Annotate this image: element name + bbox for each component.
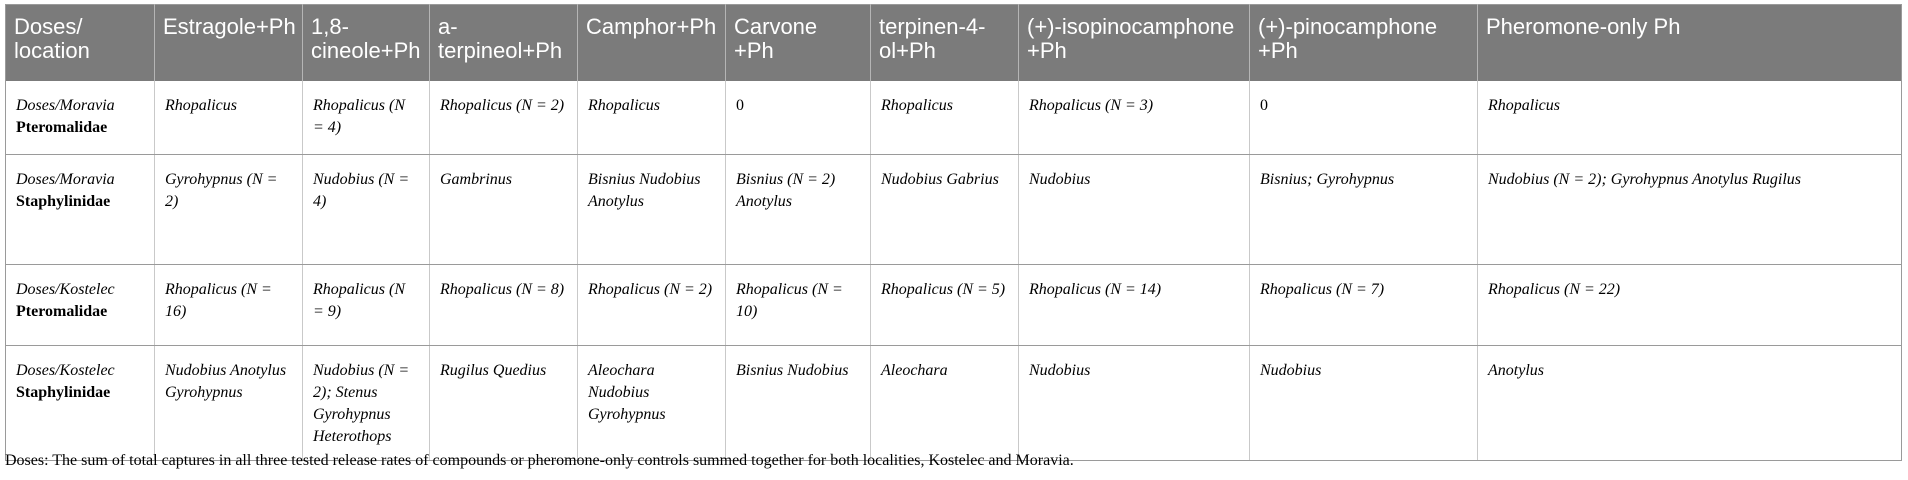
row-label-cell	[6, 81, 155, 155]
column-header: 1,8-cineole+Ph	[303, 5, 430, 81]
table-cell: Rhopalicus (N = 2)	[578, 265, 726, 346]
column-header: (+)-pinocamphone +Ph	[1250, 5, 1478, 81]
table-footnote: Doses: The sum of total captures in all three tested release rates of compounds or pheromone-only controls summed together for both localities, Kostelec and Moravia.	[5, 452, 1074, 469]
table-cell: Rhopalicus	[578, 81, 726, 155]
table-cell: Aleochara	[871, 346, 1019, 461]
column-header: Doses/ location	[6, 5, 155, 81]
location-label: Doses/Moravia	[16, 96, 115, 114]
table-cell: Rhopalicus (N = 7)	[1250, 265, 1478, 346]
table-cell: Nudobius (N = 4)	[303, 155, 430, 265]
table-cell: Anotylus	[1478, 346, 1902, 461]
column-header: terpinen-4-ol+Ph	[871, 5, 1019, 81]
table-cell: Nudobius (N = 2); Stenus Gyrohypnus Heterothops	[303, 346, 430, 461]
header-row	[6, 5, 1902, 81]
location-label: Doses/Moravia	[16, 171, 115, 188]
location-label: Doses/Kostelec	[16, 362, 115, 379]
column-header: a-terpineol+Ph	[430, 5, 578, 81]
family-label: Staphylinidae	[16, 193, 111, 210]
table-cell: Bisnius Nudobius	[726, 346, 871, 461]
table-cell: Rhopalicus (N = 9)	[303, 265, 430, 346]
table-cell: Rhopalicus (N = 16)	[155, 265, 303, 346]
table-cell: 0	[1250, 81, 1478, 155]
column-header: Estragole+Ph	[155, 5, 303, 81]
table-cell: Nudobius Anotylus Gyrohypnus	[155, 346, 303, 461]
column-header: Pheromone-only Ph	[1478, 5, 1902, 81]
table-cell: Nudobius	[1019, 346, 1250, 461]
table-cell: Rhopalicus (N = 10)	[726, 265, 871, 346]
table-cell: Rhopalicus	[155, 81, 303, 155]
table-cell: Gyrohypnus (N = 2)	[155, 155, 303, 265]
table-cell: 0	[726, 81, 871, 155]
table-row	[6, 265, 1902, 346]
data-table	[5, 4, 1902, 461]
table-cell: Nudobius (N = 2); Gyrohypnus Anotylus Rugilus	[1478, 155, 1902, 265]
table-cell: Rugilus Quedius	[430, 346, 578, 461]
table-cell: Nudobius	[1019, 155, 1250, 265]
location-label: Doses/Kostelec	[16, 281, 115, 298]
column-header: (+)-isopinocamphone +Ph	[1019, 5, 1250, 81]
column-header: Carvone +Ph	[726, 5, 871, 81]
family-label: Pteromalidae	[16, 118, 108, 136]
table-cell: Rhopalicus (N = 4)	[303, 81, 430, 155]
table-row	[6, 81, 1902, 155]
table-cell: Nudobius	[1250, 346, 1478, 461]
family-label: Staphylinidae	[16, 384, 111, 401]
table-row	[6, 155, 1902, 265]
table-cell: Rhopalicus (N = 22)	[1478, 265, 1902, 346]
table-cell: Rhopalicus (N = 3)	[1019, 81, 1250, 155]
table-container	[5, 4, 1901, 461]
table-cell: Gambrinus	[430, 155, 578, 265]
table-cell: Rhopalicus (N = 2)	[430, 81, 578, 155]
row-label-cell	[6, 265, 155, 346]
row-label-cell	[6, 346, 155, 461]
table-cell: Rhopalicus	[871, 81, 1019, 155]
table-cell: Bisnius Nudobius Anotylus	[578, 155, 726, 265]
column-header: Camphor+Ph	[578, 5, 726, 81]
row-label-cell	[6, 155, 155, 265]
table-cell: Nudobius Gabrius	[871, 155, 1019, 265]
table-cell: Bisnius; Gyrohypnus	[1250, 155, 1478, 265]
table-cell: Rhopalicus (N = 14)	[1019, 265, 1250, 346]
table-cell: Rhopalicus (N = 5)	[871, 265, 1019, 346]
table-cell: Rhopalicus (N = 8)	[430, 265, 578, 346]
family-label: Pteromalidae	[16, 303, 108, 320]
table-cell: Bisnius (N = 2) Anotylus	[726, 155, 871, 265]
table-cell: Rhopalicus	[1478, 81, 1902, 155]
table-cell: Aleochara Nudobius Gyrohypnus	[578, 346, 726, 461]
table-row	[6, 346, 1902, 461]
